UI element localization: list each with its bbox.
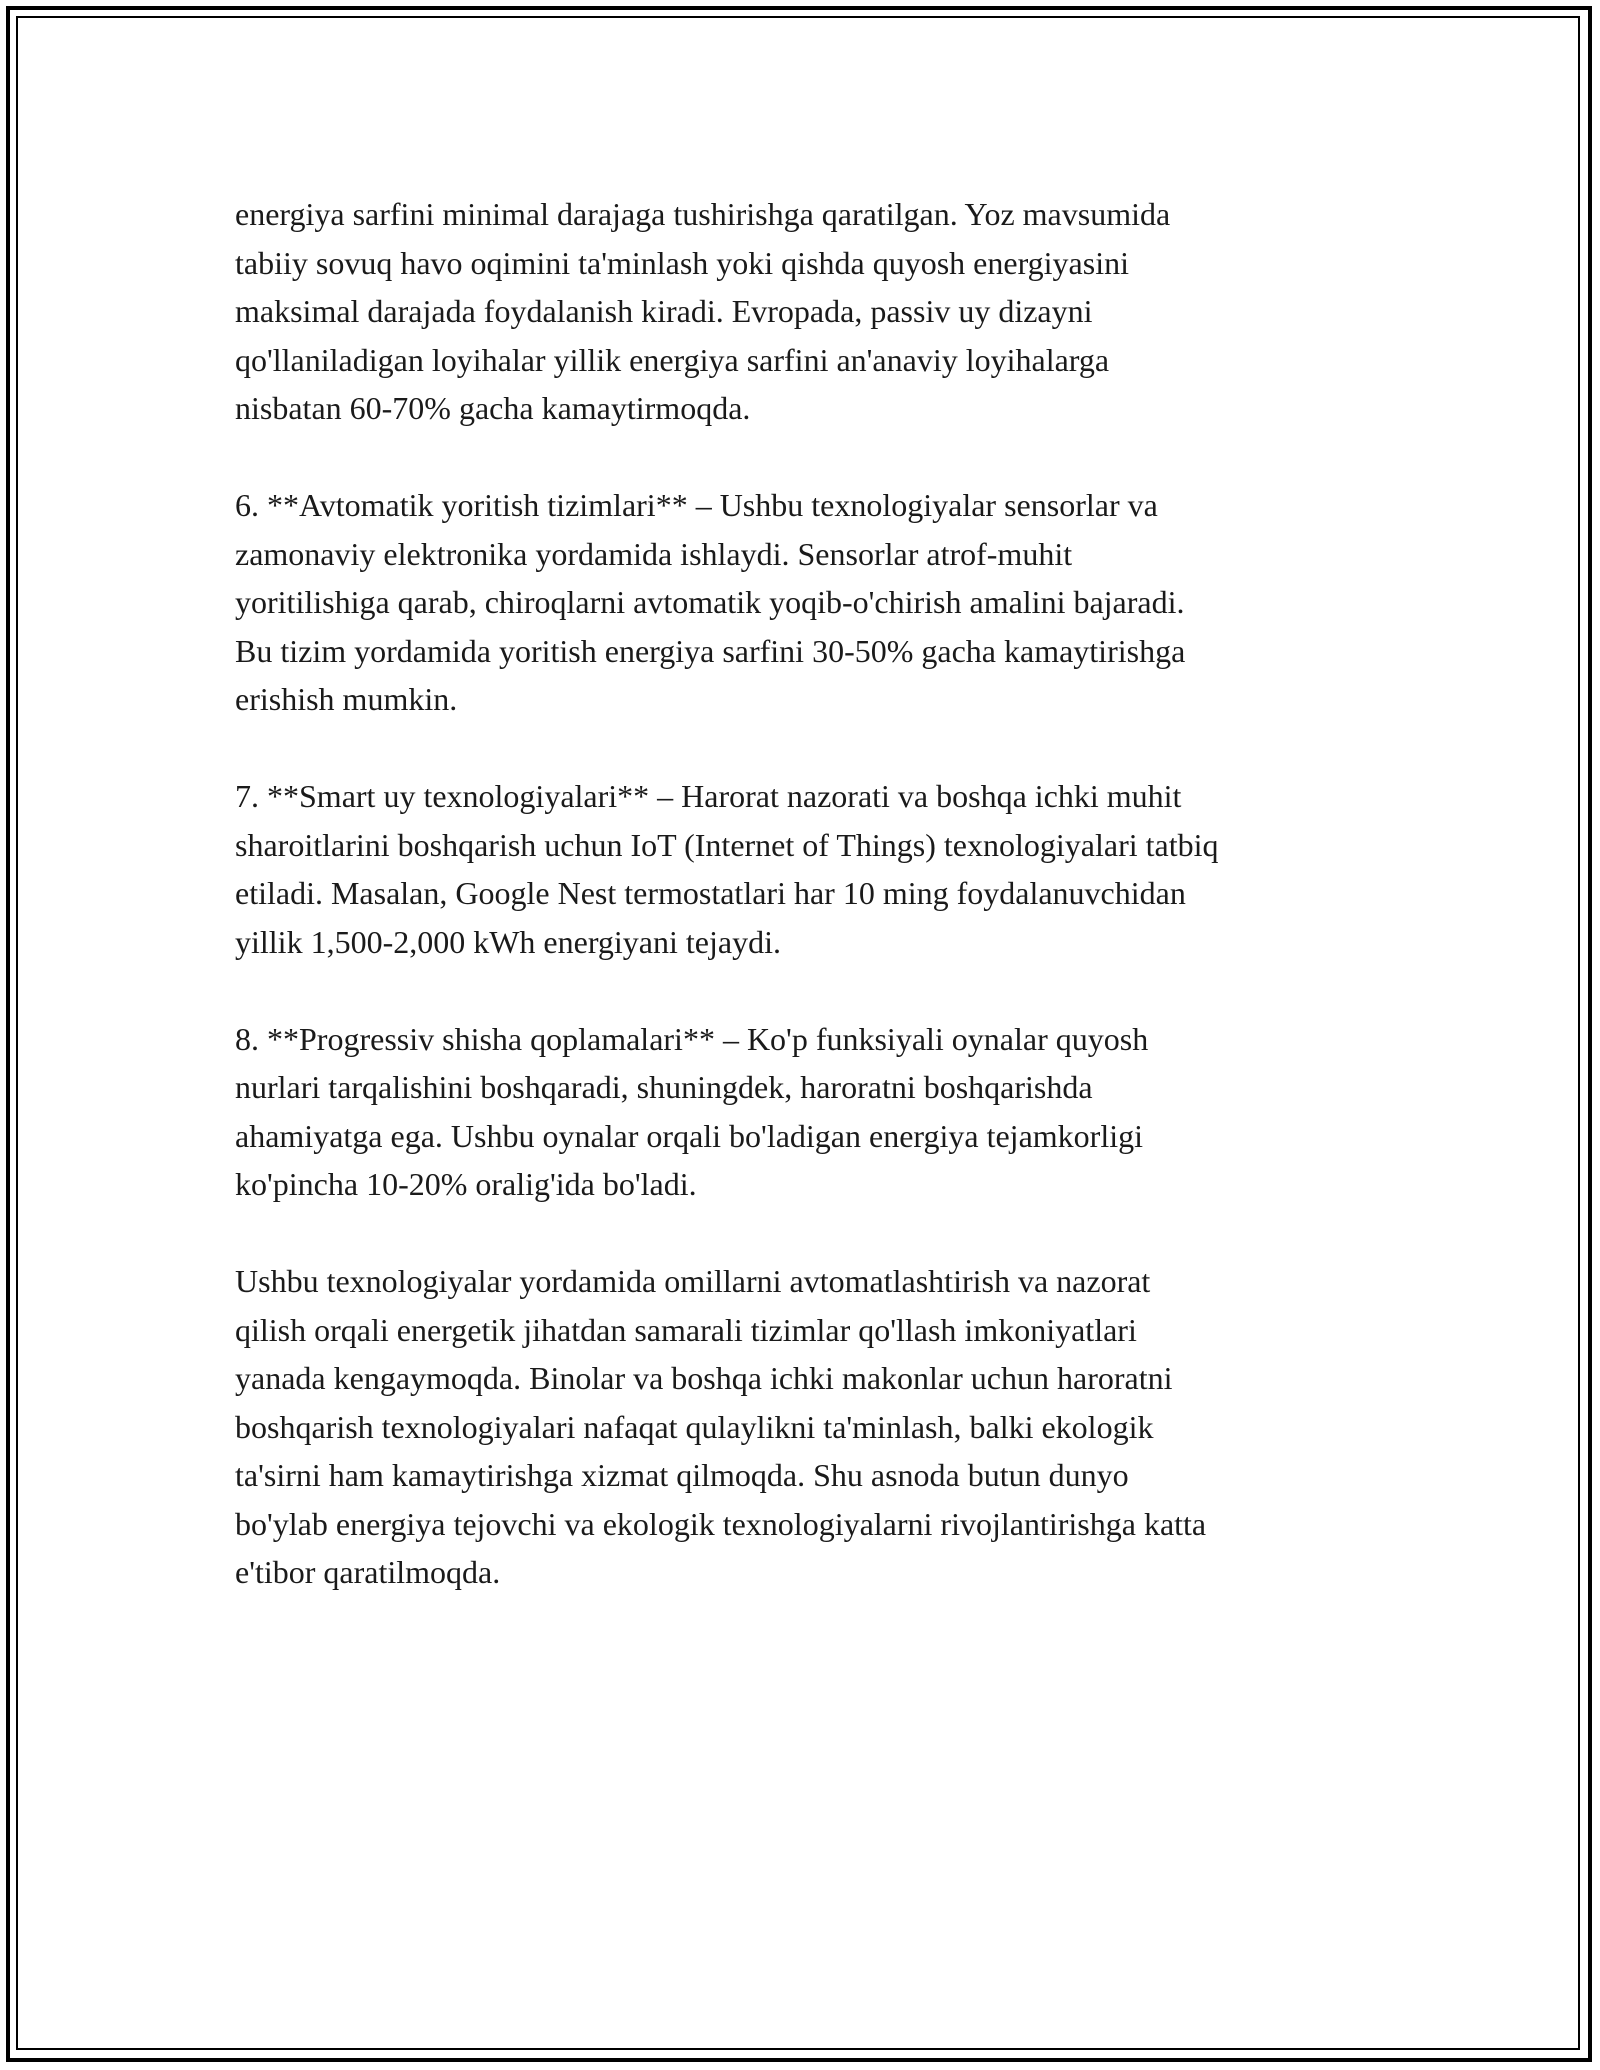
text-line: yoritilishiga qarab, chiroqlarni avtomatik yoqib-o'chirish amalini bajaradi. — [235, 584, 1185, 620]
text-line: 8. **Progressiv shisha qoplamalari** – Ko'p funksiyali oynalar quyosh — [235, 1020, 1149, 1057]
text-line: boshqarish texnologiyalari nafaqat qulaylikni ta'minlash, balki ekologik — [235, 1408, 1154, 1445]
text-line: zamonaviy elektronika yordamida ishlaydi. Sensorlar atrof-muhit — [235, 535, 1073, 572]
text-line: ahamiyatga ega. Ushbu oynalar orqali bo'ladigan energiya tejamkorligi — [235, 1117, 1143, 1154]
text-line: Bu tizim yordamida yoritish energiya sarfini 30-50% gacha kamaytirishga — [235, 632, 1186, 669]
text-line: yillik 1,500-2,000 kWh energiyani tejaydi. — [235, 923, 781, 960]
text-line: qilish orqali energetik jihatdan samarali tizimlar qo'llash imkoniyatlari — [235, 1311, 1137, 1348]
text-line: sharoitlarini boshqarish uchun IoT (Internet of Things) texnologiyalari tatbiq — [235, 826, 1219, 863]
text-line: ko'pincha 10-20% oralig'ida bo'ladi. — [235, 1166, 697, 1202]
text-line: tabiiy sovuq havo oqimini ta'minlash yoki qishda quyosh energiyasini — [235, 244, 1129, 281]
text-line: bo'ylab energiya tejovchi va ekologik texnologiyalarni rivojlantirishga katta — [235, 1505, 1207, 1542]
text-line: yanada kengaymoqda. Binolar va boshqa ichki makonlar uchun haroratni — [235, 1360, 1173, 1396]
text-line: erishish mumkin. — [235, 681, 458, 717]
document-body — [235, 190, 1375, 1645]
text-line: 7. **Smart uy texnologiyalari** – Harorat nazorati va boshqa ichki muhit — [235, 778, 1182, 814]
text-line: ta'sirni ham kamaytirishga xizmat qilmoqda. Shu asnoda butun dunyo — [235, 1457, 1129, 1493]
text-line: Ushbu texnologiyalar yordamida omillarni avtomatlashtirish va nazorat — [235, 1263, 1151, 1299]
text-line: qo'llaniladigan loyihalar yillik energiya sarfini an'anaviy loyihalarga — [235, 341, 1110, 378]
text-line: 6. **Avtomatik yoritish tizimlari** – Ushbu texnologiyalar sensorlar va — [235, 487, 1158, 523]
paragraph-item-8-glass-coatings — [235, 1015, 1375, 1209]
text-line: e'tibor qaratilmoqda. — [235, 1554, 501, 1590]
paragraph-item-6-lighting — [235, 481, 1375, 724]
text-line: maksimal darajada foydalanish kiradi. Evropada, passiv uy dizayni — [235, 293, 1093, 329]
text-line: nisbatan 60-70% gacha kamaytirmoqda. — [235, 390, 751, 426]
text-line: nurlari tarqalishini boshqaradi, shuningdek, haroratni boshqarishda — [235, 1069, 1093, 1105]
text-line: etiladi. Masalan, Google Nest termostatlari har 10 ming foydalanuvchidan — [235, 875, 1186, 911]
text-line: energiya sarfini minimal darajaga tushirishga qaratilgan. Yoz mavsumida — [235, 196, 1171, 232]
paragraph-item-7-smart-home — [235, 772, 1375, 966]
paragraph-conclusion — [235, 1257, 1375, 1597]
paragraph-passive-design — [235, 190, 1375, 433]
